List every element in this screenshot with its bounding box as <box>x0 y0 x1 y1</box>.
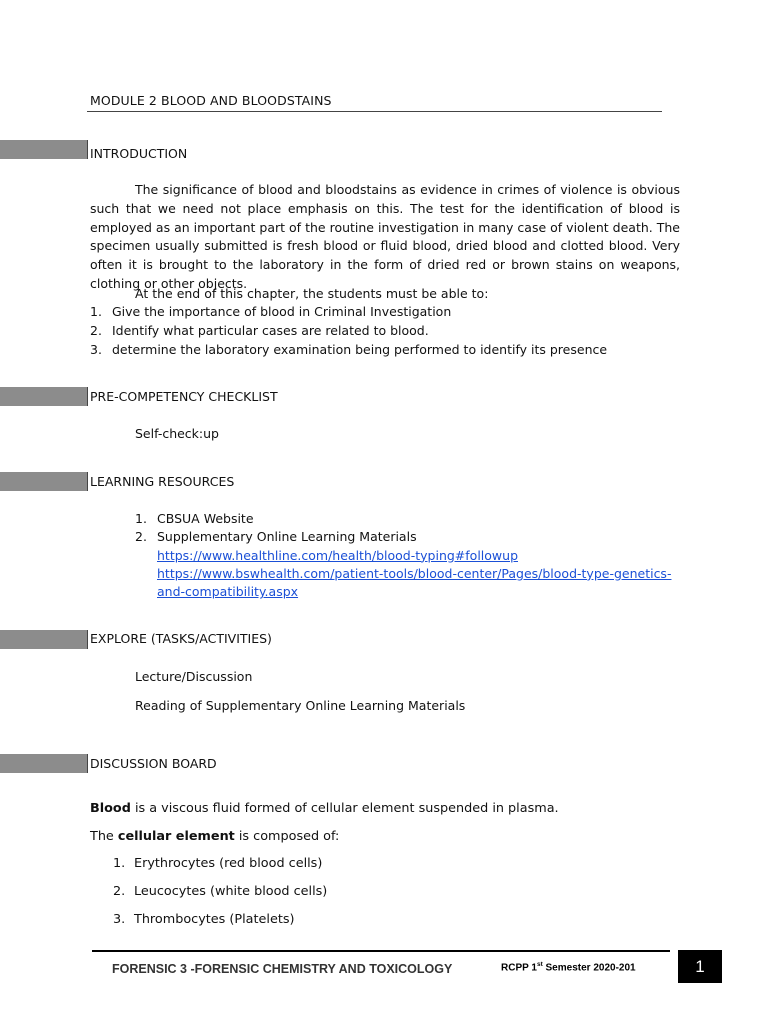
explore-item: Lecture/Discussion <box>135 669 253 684</box>
list-number: 3. <box>113 912 126 927</box>
link-row <box>135 547 671 565</box>
section-marker-line <box>87 630 88 649</box>
title-underline <box>87 111 662 112</box>
list-item <box>135 510 671 528</box>
explore-item: Reading of Supplementary Online Learning Materials <box>135 698 466 713</box>
list-item <box>90 302 607 321</box>
cellular-element-line <box>90 829 339 844</box>
footer-term <box>501 961 636 973</box>
list-number: 1. <box>135 511 147 526</box>
list-item <box>90 340 607 359</box>
page-number: 1 <box>678 950 722 983</box>
list-text: Leucocytes (white blood cells) <box>134 884 328 899</box>
cells-list <box>113 850 327 934</box>
blood-term: Blood <box>90 801 131 816</box>
list-number: 1. <box>113 856 126 871</box>
list-item <box>113 850 327 878</box>
section-marker-bar <box>0 754 87 773</box>
list-text: determine the laboratory examination being performed to identify its presence <box>112 342 608 357</box>
list-text: Identify what particular cases are related to blood. <box>112 323 429 338</box>
list-number: 2. <box>90 323 102 338</box>
section-marker-line <box>87 472 88 491</box>
section-marker-bar <box>0 472 87 491</box>
healthline-link[interactable]: https://www.healthline.com/health/blood-typing#followup <box>157 547 518 563</box>
footer-course: FORENSIC 3 -FORENSIC CHEMISTRY AND TOXICOLOGY <box>112 962 453 976</box>
section-marker-bar <box>0 630 87 649</box>
explore-heading: EXPLORE (TASKS/ACTIVITIES) <box>90 631 272 646</box>
introduction-paragraph <box>90 181 680 294</box>
cell-post: is composed of: <box>234 829 340 844</box>
list-number: 3. <box>90 342 102 357</box>
list-text: Thrombocytes (Platelets) <box>134 912 295 927</box>
section-marker-bar <box>0 140 87 159</box>
list-text: CBSUA Website <box>157 511 254 526</box>
introduction-heading: INTRODUCTION <box>90 146 188 161</box>
list-text: Supplementary Online Learning Materials <box>157 529 417 545</box>
bswhealth-link[interactable]: https://www.bswhealth.com/patient-tools/blood-center/Pages/blood-type-genetics- <box>157 565 672 581</box>
learning-resources-heading: LEARNING RESOURCES <box>90 474 235 489</box>
footer-term-pre: RCPP 1 <box>501 962 537 974</box>
list-text: Erythrocytes (red blood cells) <box>134 856 323 871</box>
section-marker-line <box>87 387 88 406</box>
cell-pre: The <box>90 829 118 844</box>
objectives-lead-text: At the end of this chapter, the students must be able to: <box>135 286 489 301</box>
blood-definition-text: is a viscous fluid formed of cellular element suspended in plasma. <box>130 801 559 816</box>
discussion-heading: DISCUSSION BOARD <box>90 756 217 771</box>
list-number: 2. <box>113 884 126 899</box>
list-text: Give the importance of blood in Criminal Investigation <box>112 304 452 319</box>
list-item <box>113 906 327 934</box>
list-number: 1. <box>90 304 102 319</box>
section-marker-line <box>87 754 88 773</box>
link-row <box>135 565 671 583</box>
list-item <box>113 878 327 906</box>
objectives-lead <box>90 285 680 304</box>
bswhealth-link-continued[interactable]: and-compatibility.aspx <box>157 584 299 600</box>
introduction-text: The significance of blood and bloodstains as evidence in crimes of violence is obvious such that we need not place emphasis on this. The test for the identification of blood is employed as an important part of the routine investigation in many case of violent death. The specimen usually submitted is fresh blood or fluid blood, dried blood and clotted blood. Very often it is brought to the laboratory in the form of dried red or brown stains on weapons, clothing or other objects. <box>90 182 680 291</box>
link-row <box>135 583 671 601</box>
module-title: MODULE 2 BLOOD AND BLOODSTAINS <box>90 93 332 108</box>
pre-competency-heading: PRE-COMPETENCY CHECKLIST <box>90 389 278 404</box>
objectives-list <box>90 302 607 359</box>
footer-term-sup: st <box>536 961 543 968</box>
footer-rule <box>92 950 670 952</box>
footer-term-post: Semester 2020-201 <box>542 962 636 974</box>
list-item <box>135 528 671 546</box>
blood-definition <box>90 801 559 816</box>
section-marker-line <box>87 140 88 159</box>
list-item <box>90 321 607 340</box>
resources-list <box>135 510 671 601</box>
self-check-item: Self-check:up <box>135 426 219 441</box>
cellular-element-term: cellular element <box>117 829 235 844</box>
section-marker-bar <box>0 387 87 406</box>
list-number: 2. <box>135 529 147 545</box>
